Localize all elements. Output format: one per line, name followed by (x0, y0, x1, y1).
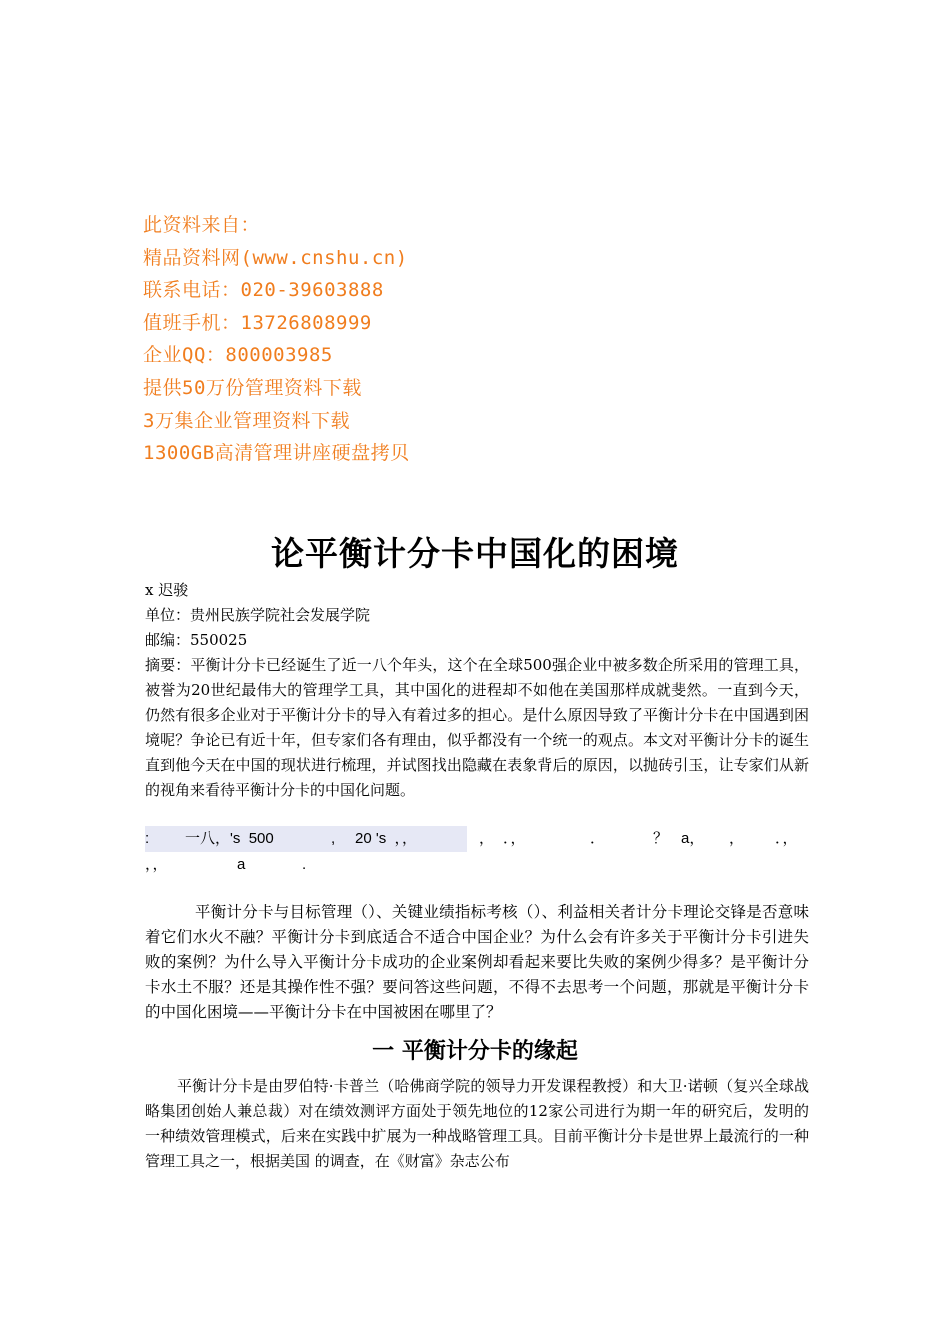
promo-line-lectures: 1300GB高清管理讲座硬盘拷贝 (143, 442, 410, 465)
promo-line-phone: 联系电话：020-39603888 (143, 279, 384, 302)
english-abstract-line (145, 826, 798, 852)
english-abstract-fragment: ．， (503, 830, 526, 847)
author-name: x 迟骏 (145, 581, 189, 599)
english-abstract-line (145, 852, 809, 878)
english-abstract-fragment: ．， (775, 830, 798, 847)
english-abstract-fragment: 20 's ，， (355, 830, 418, 847)
body-paragraph: 平衡计分卡是由罗伯特·卡普兰（哈佛商学院的领导力开发课程教授）和大卫·诺顿（复兴全球战略集团创始人兼总裁）对在绩效测评方面处于领先地位的12家公司进行为期一年的研究后，发明的一种绩效管理模式，后来在实践中扩展为一种战略管理工具。目前平衡计分卡是世界上最流行的一种管理工具之一，根据美国 的调查，在《财富》杂志公布 (145, 1077, 809, 1170)
english-abstract-fragment: ， (479, 830, 495, 847)
promo-line-source: 此资料来自： (143, 214, 261, 236)
document-title: 论平衡计分卡中国化的困境 (271, 534, 679, 573)
promo-line-downloads: 提供50万份管理资料下载 (143, 376, 362, 399)
abstract-paragraph: 摘要：平衡计分卡已经诞生了近一八个年头，这个在全球500强企业中被多数企所采用的管理工具，被誉为20世纪最伟大的管理学工具，其中国化的进程却不如他在美国那样成就斐然。一直到今天，仍然有很多企业对于平衡计分卡的导入有着过多的担心。是什么原因导致了平衡计分卡在中国遇到困境呢？争论已有近十年，但专家们各有理由，似乎都没有一个统一的观点。本文对平衡计分卡的诞生直到他今天在中国的现状进行梳理，并试图找出隐藏在表象背后的原因，以抛砖引玉，让专家们从新的视角来看待平衡计分卡的中国化问题。 (145, 656, 809, 799)
english-abstract-fragment: ． (590, 830, 606, 847)
english-abstract-fragment: ， (729, 830, 745, 847)
promo-line-qq: 企业QQ：800003985 (143, 344, 333, 367)
promo-block (143, 209, 643, 470)
english-abstract (145, 826, 809, 878)
promo-line-mobile: 值班手机：13726808999 (143, 311, 372, 334)
author-unit: 单位：贵州民族学院社会发展学院 (145, 606, 371, 624)
intro-paragraph: 平衡计分卡与目标管理（）、关键业绩指标考核（）、利益相关者计分卡理论交锋是否意味着它们水火不融？平衡计分卡到底适合不适合中国企业？为什么会有许多关于平衡计分卡引进失败的案例？为什么导入平衡计分卡成功的企业案例却看起来要比失败的案例少得多？是平衡计分卡水土不服？还是其操作性不强？要问答这些问题，不得不去思考一个问题，那就是平衡计分卡的中国化困境——平衡计分卡在中国被困在哪里了？ (145, 903, 809, 1021)
english-abstract-fragment: , (331, 830, 336, 847)
english-abstract-fragment: a， (681, 830, 705, 847)
english-abstract-fragment: ？ (653, 830, 669, 847)
english-abstract-fragment: : (145, 830, 150, 847)
author-meta (145, 578, 815, 653)
english-abstract-fragment: 一八，'s 500 (185, 830, 274, 847)
english-abstract-fragment: . (302, 856, 307, 873)
section-heading: 一 平衡计分卡的缘起 (372, 1039, 578, 1064)
english-abstract-fragment: ，， (145, 856, 168, 873)
english-abstract-fragment: a (237, 856, 246, 873)
author-postcode: 邮编：550025 (145, 631, 248, 649)
promo-line-website: 精品资料网(www.cnshu.cn) (143, 246, 408, 269)
promo-line-videos: 3万集企业管理资料下载 (143, 409, 350, 432)
